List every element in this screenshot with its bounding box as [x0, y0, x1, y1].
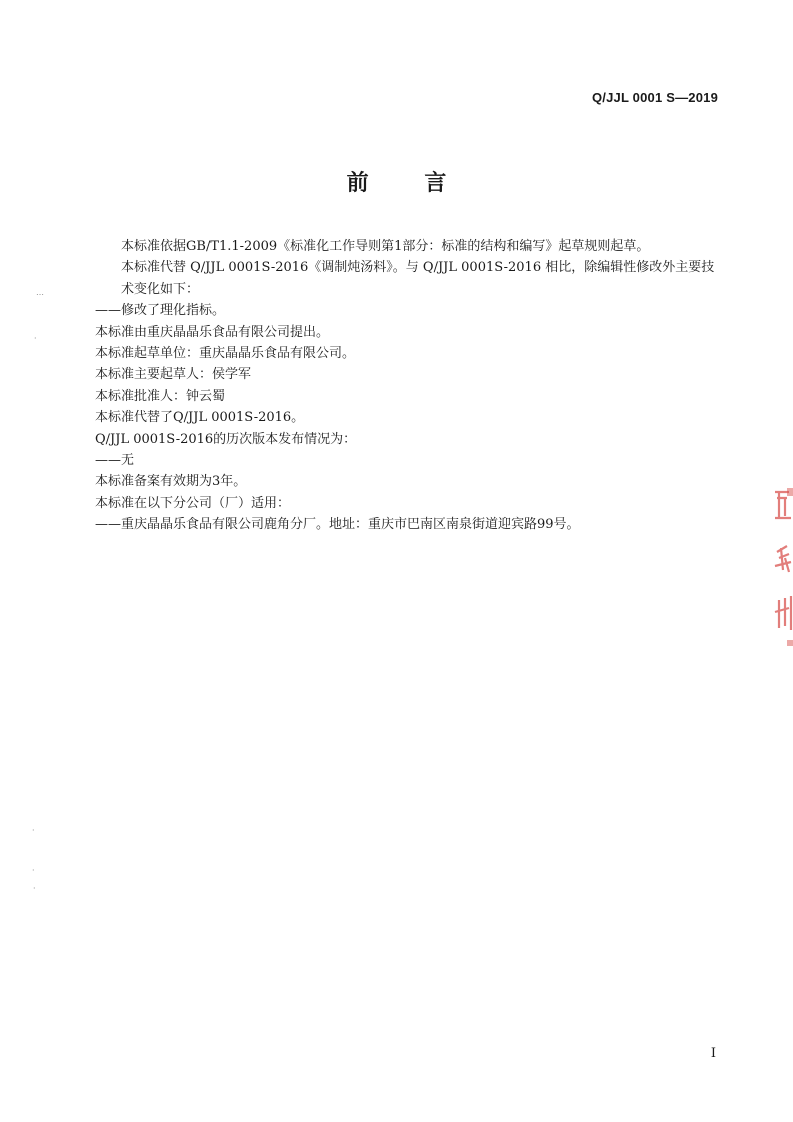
- scan-speck: ·: [32, 826, 35, 835]
- scan-speck: ·: [33, 884, 36, 893]
- paragraph: 本标准备案有效期为3年。: [95, 474, 247, 490]
- standard-code: Q/JJL 0001 S—2019: [591, 90, 718, 105]
- foreword-body: [95, 236, 725, 536]
- paragraph: 本标准起草单位：重庆晶晶乐食品有限公司。: [95, 346, 356, 362]
- page-number: I: [710, 1046, 716, 1061]
- scan-speck: ·: [32, 866, 35, 875]
- seal-stamp-icon: [767, 488, 793, 648]
- paragraph: 本标准批准人：钟云蜀: [95, 388, 226, 404]
- page-title: 前 言: [346, 171, 471, 196]
- paragraph: Q/JJL 0001S-2016的历次版本发布情况为：: [95, 431, 357, 447]
- scan-speck: ⋯: [36, 290, 44, 299]
- paragraph: 本标准由重庆晶晶乐食品有限公司提出。: [95, 324, 330, 340]
- paragraph: 本标准代替 Q/JJL 0001S-2016《调制炖汤料》。与 Q/JJL 0001S-2016 相比，除编辑性修改外主要技术变化如下：: [121, 260, 715, 297]
- paragraph: ——修改了理化指标。: [95, 303, 226, 319]
- paragraph: 本标准依据GB/T1.1-2009《标准化工作导则第1部分：标准的结构和编写》起草规则起草。: [121, 239, 650, 254]
- scan-speck: ·: [34, 334, 37, 343]
- paragraph: ——重庆晶晶乐食品有限公司鹿角分厂。地址：重庆市巴南区南泉街道迎宾路99号。: [95, 517, 580, 533]
- paragraph: 本标准代替了Q/JJL 0001S-2016。: [95, 410, 305, 426]
- paragraph: 本标准主要起草人：侯学军: [95, 367, 252, 383]
- paragraph: ——无: [95, 453, 135, 469]
- paragraph: 本标准在以下分公司（厂）适用：: [95, 495, 291, 511]
